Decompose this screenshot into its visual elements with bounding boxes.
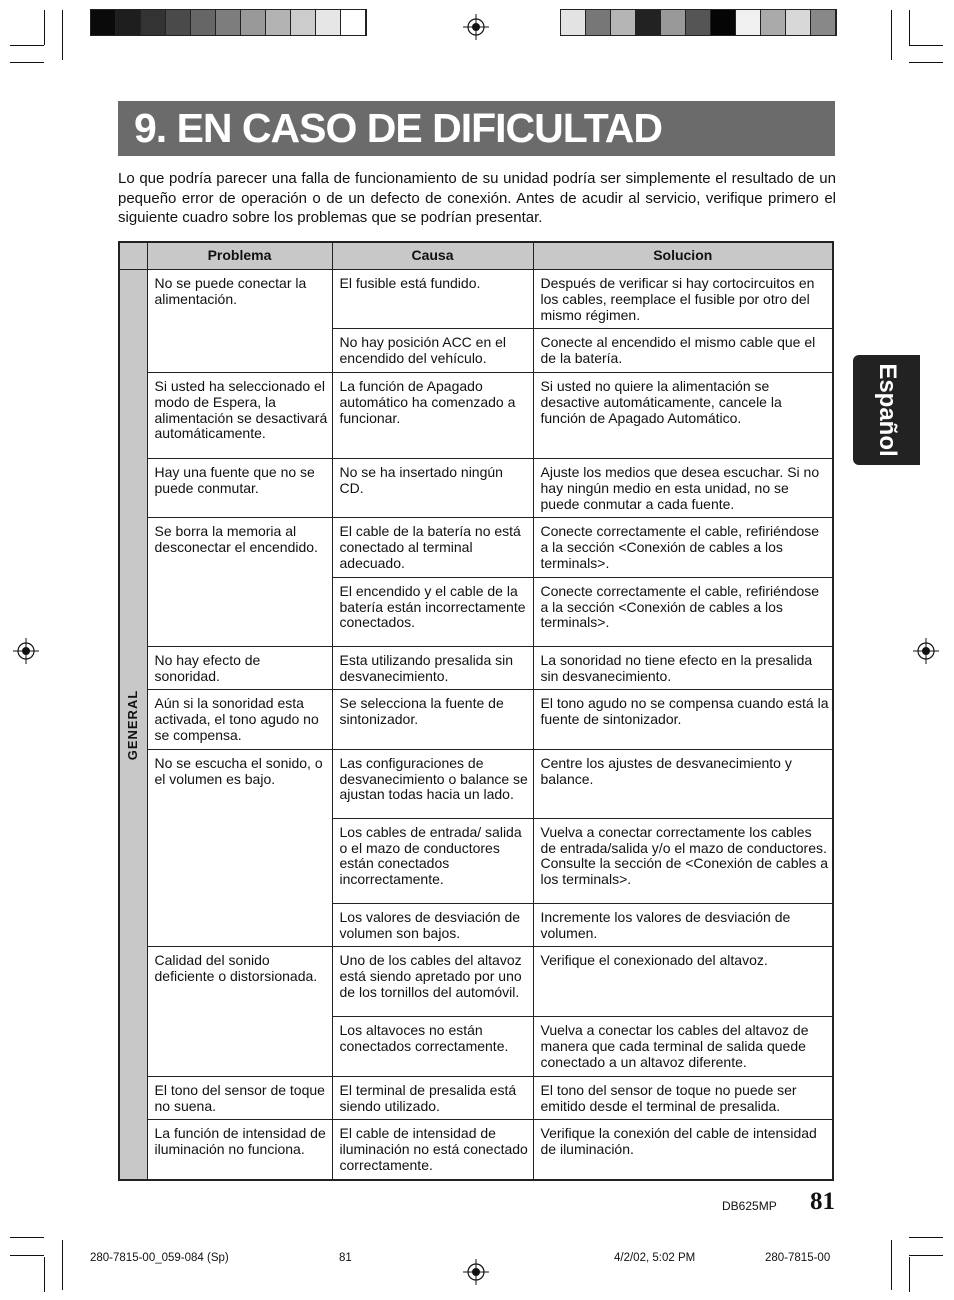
crop-mark	[909, 45, 943, 46]
cause-cell: Los valores de desviación de volumen son bajos.	[332, 903, 533, 947]
problem-cell: Se borra la memoria al desconectar el encendido.	[147, 518, 332, 646]
problem-cell: Aún si la sonoridad esta activada, el tono agudo no se compensa.	[147, 690, 332, 749]
crop-mark	[62, 10, 63, 60]
table-row	[119, 270, 833, 329]
problem-cell: Calidad del sonido deficiente o distorsionada.	[147, 947, 332, 1076]
solution-cell: La sonoridad no tiene efecto en la presalida sin desvanecimiento.	[533, 646, 833, 690]
header-problem: Problema	[147, 242, 332, 270]
crop-mark	[10, 1237, 44, 1238]
footer-date: 4/2/02, 5:02 PM	[614, 1252, 696, 1264]
crop-mark	[909, 1255, 943, 1256]
crop-mark	[44, 1257, 45, 1292]
crop-mark	[891, 10, 892, 60]
table-row	[119, 690, 833, 749]
footer-part-number: 280-7815-00	[765, 1252, 831, 1264]
solution-cell: El tono del sensor de toque no puede ser emitido desde el terminal de presalida.	[533, 1076, 833, 1120]
table-row	[119, 749, 833, 818]
side-header-cell	[119, 242, 147, 270]
cause-cell: Las configuraciones de desvanecimiento o balance se ajustan todas hacia un lado.	[332, 749, 533, 818]
cause-cell: El cable de la batería no está conectado al terminal adecuado.	[332, 518, 533, 577]
solution-cell: Vuelva a conectar correctamente los cables de entrada/salida y/o el mazo de conductores. Consulte la sección de <Conexión de cables a los terminals>.	[533, 818, 833, 903]
cause-cell: Se selecciona la fuente de sintonizador.	[332, 690, 533, 749]
crop-mark	[10, 1255, 44, 1256]
cause-cell: Los cables de entrada/ salida o el mazo de conductores están conectados incorrectamente.	[332, 818, 533, 903]
crop-mark	[44, 10, 45, 45]
solution-cell: Después de verificar si hay cortocircuitos en los cables, reemplace el fusible por otro del mismo régimen.	[533, 270, 833, 329]
crop-mark	[62, 1240, 63, 1290]
cause-cell: La función de Apagado automático ha comenzado a funcionar.	[332, 372, 533, 458]
solution-cell: Conecte correctamente el cable, refiriéndose a la sección <Conexión de cables a los terminals>.	[533, 518, 833, 577]
solution-cell: Incremente los valores de desviación de volumen.	[533, 903, 833, 947]
footer-sheet-number: 81	[339, 1252, 352, 1264]
page-title: 9. EN CASO DE DIFICULTAD	[134, 105, 662, 151]
cause-cell: No hay posición ACC en el encendido del vehículo.	[332, 329, 533, 373]
registration-mark-icon	[913, 638, 939, 664]
problem-cell: No se escucha el sonido, o el volumen es bajo.	[147, 749, 332, 947]
solution-cell: El tono agudo no se compensa cuando está la fuente de sintonizador.	[533, 690, 833, 749]
table-row	[119, 646, 833, 690]
table-header-row	[119, 242, 833, 270]
problem-cell: Si usted ha seleccionado el modo de Espera, la alimentación se desactivará automáticamente.	[147, 372, 332, 458]
category-label: GENERAL	[125, 689, 141, 761]
table-row	[119, 518, 833, 577]
language-tab	[853, 355, 920, 465]
problem-cell: El tono del sensor de toque no suena.	[147, 1076, 332, 1120]
problem-cell: No se puede conectar la alimentación.	[147, 270, 332, 373]
cause-cell: El fusible está fundido.	[332, 270, 533, 329]
section-title-band	[118, 101, 835, 156]
header-cause: Causa	[332, 242, 533, 270]
category-cell	[119, 270, 147, 1180]
cause-cell: El encendido y el cable de la batería están incorrectamente conectados.	[332, 577, 533, 646]
crop-mark	[10, 62, 44, 63]
footer-file-name: 280-7815-00_059-084 (Sp)	[90, 1252, 229, 1264]
crop-mark	[909, 1237, 943, 1238]
crop-mark	[891, 1240, 892, 1290]
table-row	[119, 1076, 833, 1120]
solution-cell: Conecte al encendido el mismo cable que el de la batería.	[533, 329, 833, 373]
page-number: 81	[810, 1188, 835, 1215]
problem-cell: No hay efecto de sonoridad.	[147, 646, 332, 690]
solution-cell: Si usted no quiere la alimentación se desactive automáticamente, cancele la función de Apagado Automático.	[533, 372, 833, 458]
registration-mark-icon	[463, 14, 489, 40]
table-row	[119, 372, 833, 458]
cause-cell: Esta utilizando presalida sin desvanecimiento.	[332, 646, 533, 690]
problem-cell: La función de intensidad de iluminación no funciona.	[147, 1120, 332, 1180]
table-row	[119, 1120, 833, 1180]
grayscale-bar-right	[560, 9, 837, 36]
crop-mark	[10, 45, 44, 46]
crop-mark	[909, 10, 910, 45]
solution-cell: Vuelva a conectar los cables del altavoz de manera que cada terminal de salida quede conectado a un altavoz diferente.	[533, 1017, 833, 1076]
header-solution: Solucion	[533, 242, 833, 270]
language-tab-label: Español	[873, 363, 901, 457]
troubleshooting-table	[118, 241, 834, 1181]
registration-mark-icon	[463, 1259, 489, 1285]
crop-mark	[909, 1257, 910, 1292]
solution-cell: Verifique el conexionado del altavoz.	[533, 947, 833, 1017]
solution-cell: Verifique la conexión del cable de intensidad de iluminación.	[533, 1120, 833, 1180]
cause-cell: El terminal de presalida está siendo utilizado.	[332, 1076, 533, 1120]
solution-cell: Ajuste los medios que desea escuchar. Si no hay ningún medio en esta unidad, no se puede conmutar a cada fuente.	[533, 458, 833, 517]
grayscale-bar-left	[90, 9, 367, 36]
solution-cell: Conecte correctamente el cable, refiriéndose a la sección <Conexión de cables a los terminals>.	[533, 577, 833, 646]
intro-paragraph: Lo que podría parecer una falla de funcionamiento de su unidad podría ser simplemente el resultado de un pequeño error de operación o de un defecto de conexión. Antes de acudir al servicio, verifique primero el siguiente cuadro sobre los problemas que se podrían presentar.	[118, 170, 836, 226]
table-row	[119, 947, 833, 1017]
crop-mark	[909, 62, 943, 63]
model-number: DB625MP	[722, 1199, 777, 1213]
registration-mark-icon	[13, 638, 39, 664]
cause-cell: No se ha insertado ningún CD.	[332, 458, 533, 517]
problem-cell: Hay una fuente que no se puede conmutar.	[147, 458, 332, 517]
cause-cell: Uno de los cables del altavoz está siendo apretado por uno de los tornillos del automóvil.	[332, 947, 533, 1017]
cause-cell: El cable de intensidad de iluminación no está conectado correctamente.	[332, 1120, 533, 1180]
solution-cell: Centre los ajustes de desvanecimiento y balance.	[533, 749, 833, 818]
cause-cell: Los altavoces no están conectados correctamente.	[332, 1017, 533, 1076]
table-row	[119, 458, 833, 517]
